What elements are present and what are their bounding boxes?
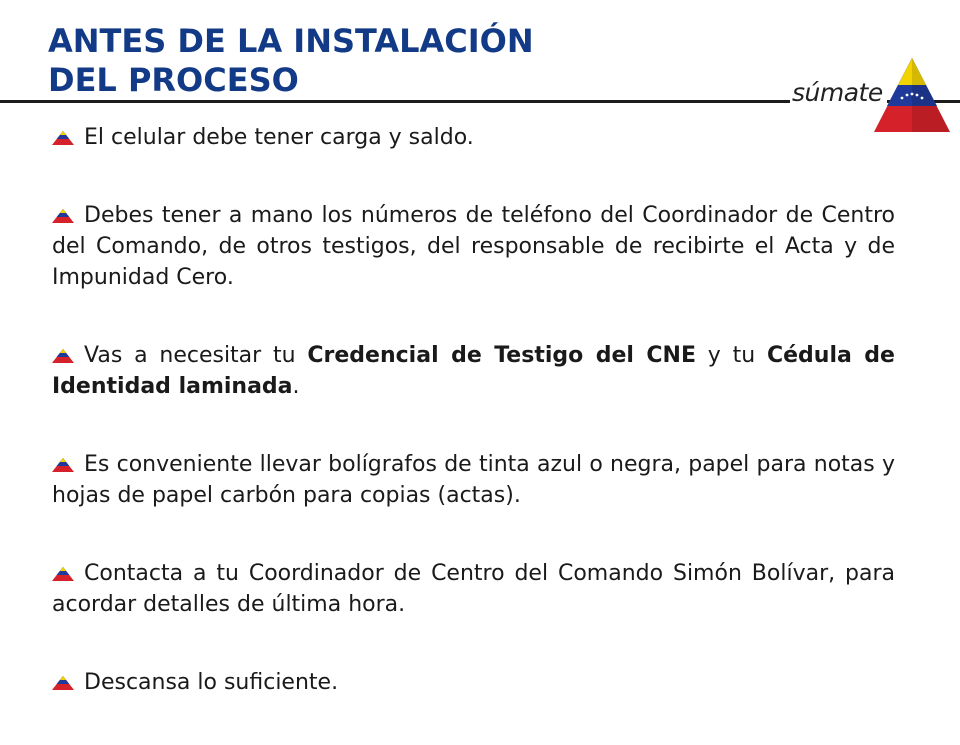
pyramid-bullet-icon: [52, 458, 74, 472]
title-line-2: DEL PROCESO: [48, 61, 299, 99]
bullet-text: Contacta a tu Coordinador de Centro del Comando Simón Bolívar, para acordar detalles de última hora.: [52, 561, 895, 617]
bullet-text-pre: Vas a necesitar tu: [84, 343, 308, 368]
bullet-text: Debes tener a mano los números de teléfono del Coordinador de Centro del Comando, de otros testigos, del responsable de recibirte el Acta y de Impunidad Cero.: [52, 203, 895, 290]
list-item: [52, 449, 895, 511]
pyramid-bullet-icon: [52, 131, 74, 145]
list-item: [52, 200, 895, 293]
page-title: [48, 22, 534, 100]
bullet-text-mid: y tu: [695, 343, 767, 368]
bullet-text-id-card: Cédula de Identidad laminada: [52, 343, 895, 399]
bullet-text-credential: Credencial de Testigo del CNE: [307, 343, 696, 368]
bullet-text: Descansa lo suficiente.: [84, 670, 339, 695]
pyramid-bullet-icon: [52, 349, 74, 363]
bullet-text: El celular debe tener carga y saldo.: [84, 125, 474, 150]
pyramid-bullet-icon: [52, 209, 74, 223]
bullet-text-post: .: [292, 374, 300, 399]
pyramid-bullet-icon: [52, 567, 74, 581]
title-line-1: ANTES DE LA INSTALACIÓN: [48, 22, 534, 60]
bullet-list: [52, 122, 895, 745]
pyramid-bullet-icon: [52, 676, 74, 690]
list-item: [52, 667, 895, 698]
list-item: [52, 558, 895, 620]
list-item: [52, 122, 895, 153]
logo-text: súmate: [790, 78, 887, 107]
list-item: [52, 340, 895, 402]
bullet-text: Es conveniente llevar bolígrafos de tinta azul o negra, papel para notas y hojas de papel carbón para copias (actas).: [52, 452, 895, 508]
